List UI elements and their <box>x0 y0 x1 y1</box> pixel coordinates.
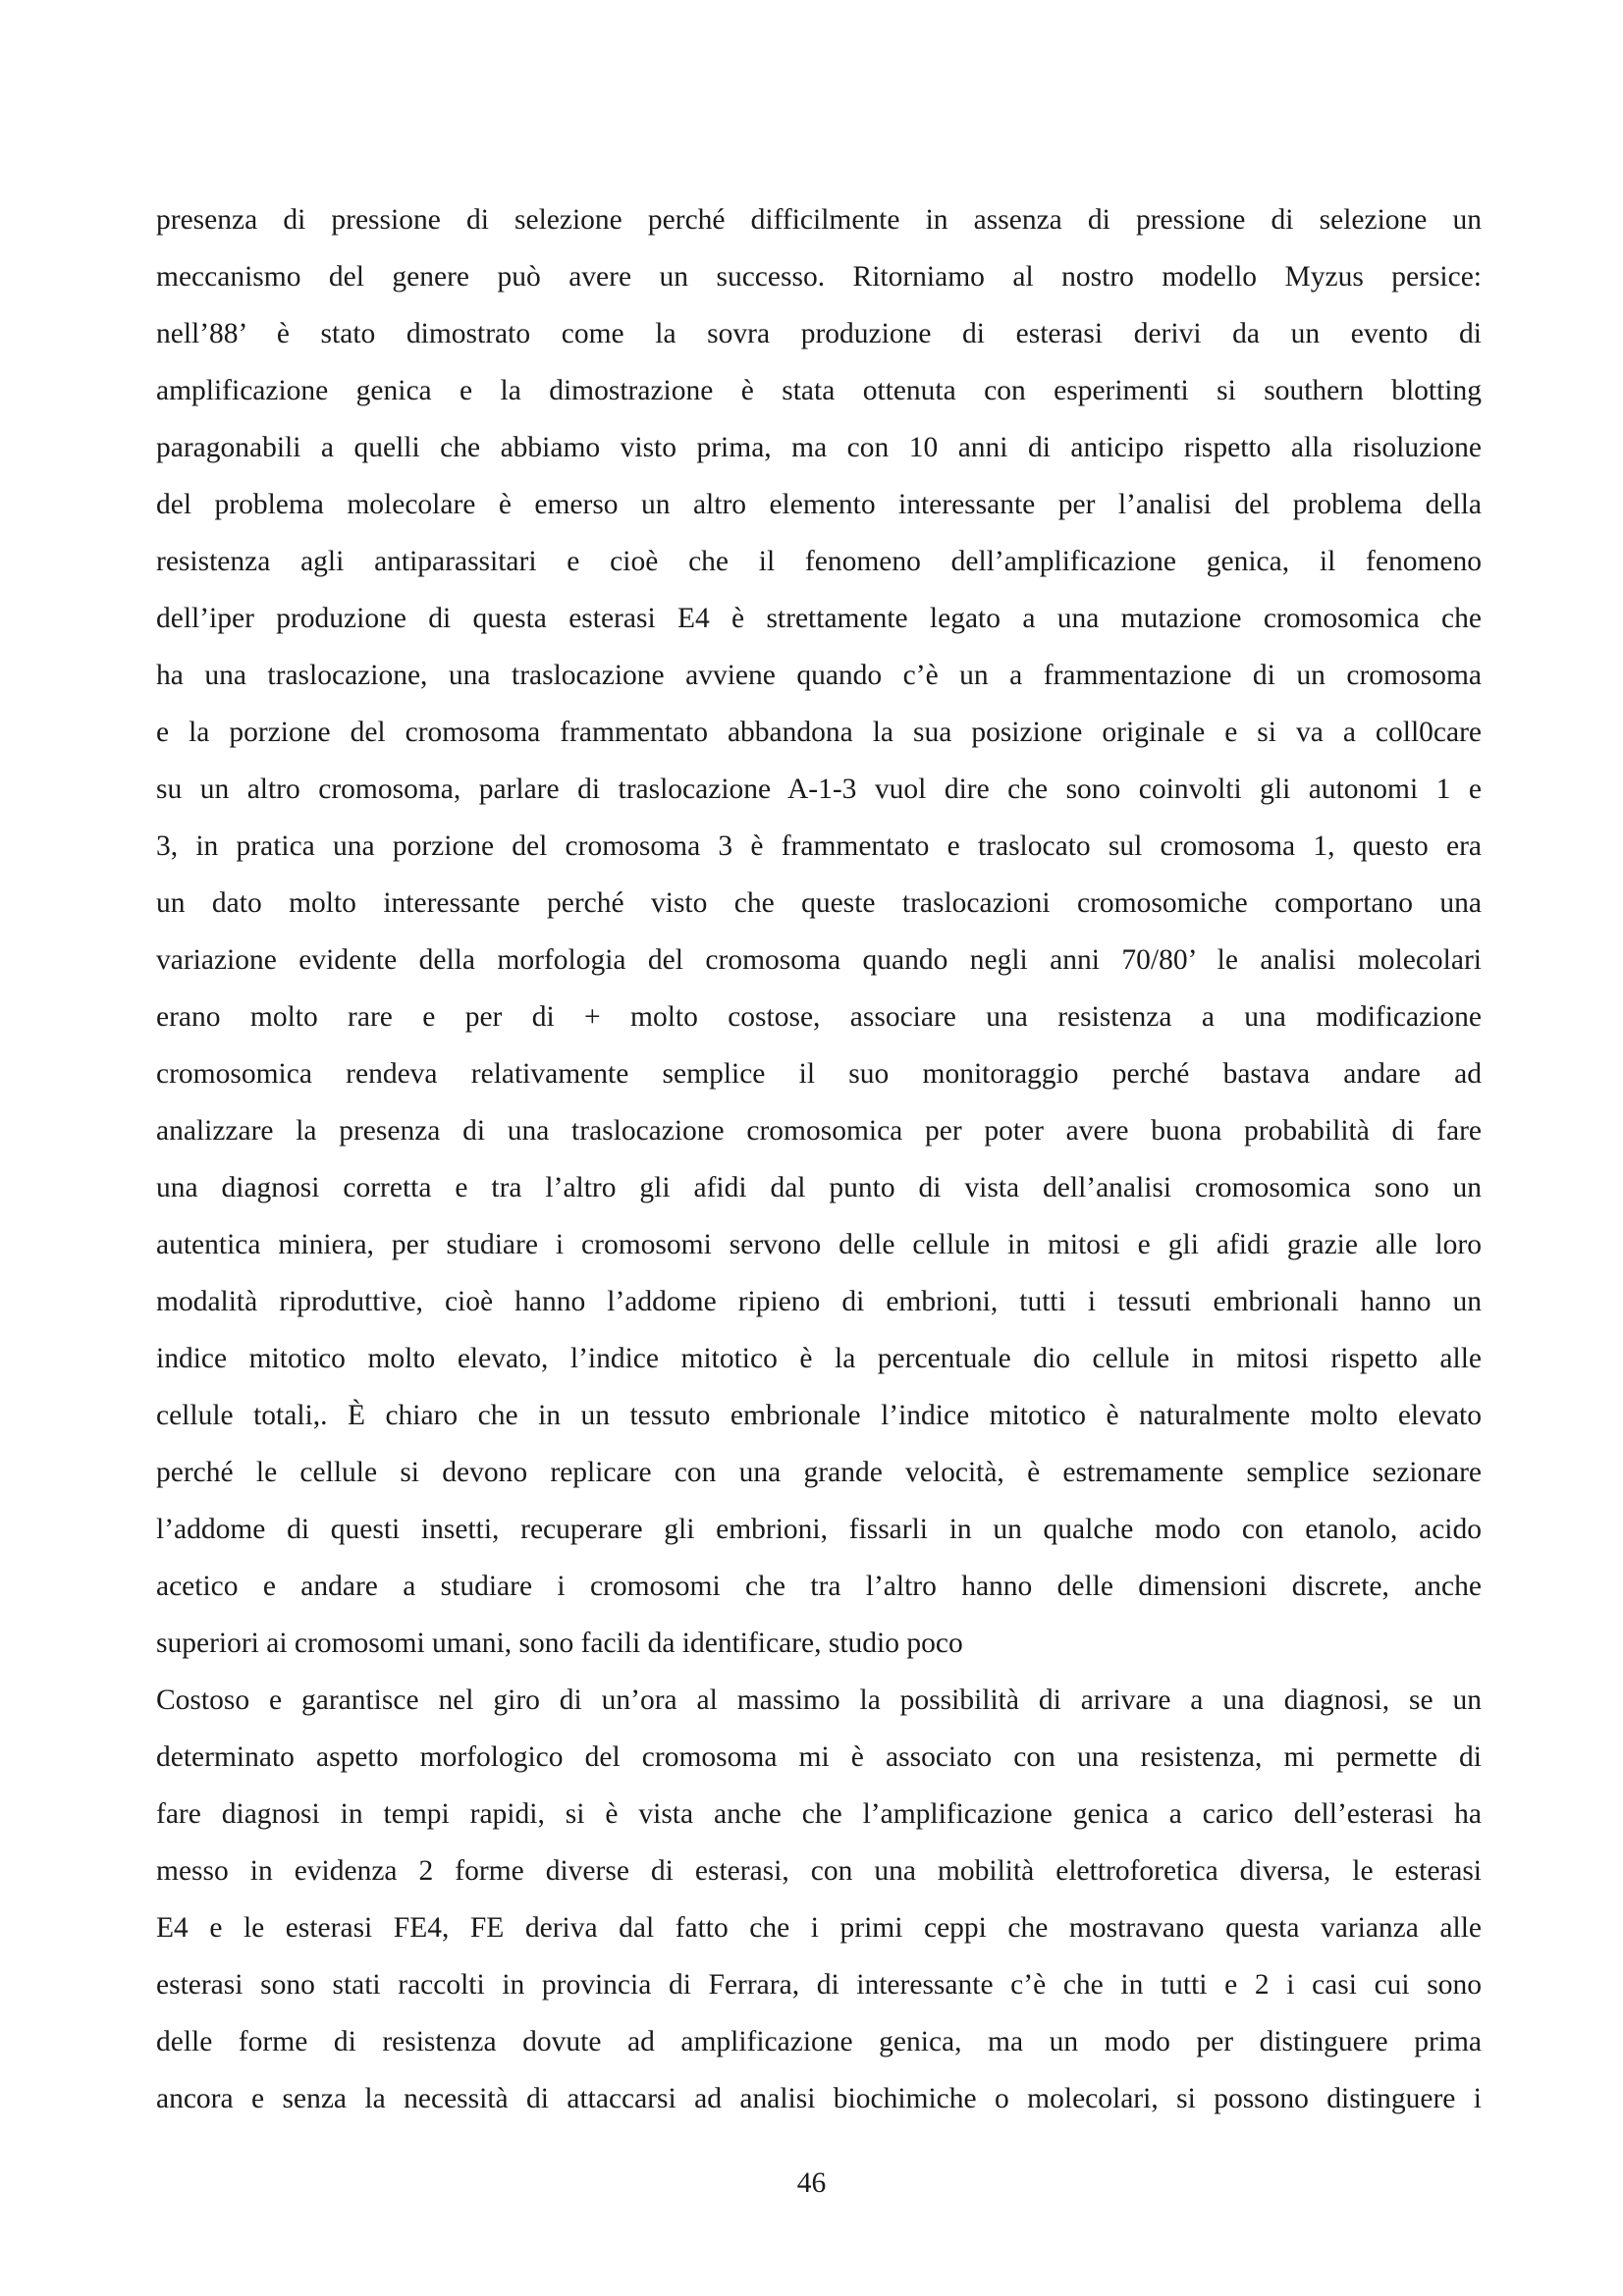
text-line-27: Costoso e garantisce nel giro di un’ora al massimo la possibilità di arrivare a una diagnosi, se un <box>156 1684 1482 1716</box>
text-line-28: determinato aspetto morfologico del cromosoma mi è associato con una resistenza, mi permette di <box>156 1741 1482 1773</box>
text-line-14: variazione evidente della morfologia del cromosoma quando negli anni 70/80’ le analisi molecolari <box>156 944 1482 976</box>
text-line-19: autentica miniera, per studiare i cromosomi servono delle cellule in mitosi e gli afidi grazie alle loro <box>156 1229 1482 1260</box>
text-line-9: ha una traslocazione, una traslocazione avviene quando c’è un a frammentazione di un cromosoma <box>156 660 1482 691</box>
text-line-23: perché le cellule si devono replicare con una grande velocità, è estremamente semplice sezionare <box>156 1457 1482 1488</box>
text-line-24: l’addome di questi insetti, recuperare gli embrioni, fissarli in un qualche modo con etanolo, acido <box>156 1514 1482 1545</box>
text-line-29: fare diagnosi in tempi rapidi, si è vista anche che l’amplificazione genica a carico dell’esterasi ha <box>156 1798 1482 1830</box>
text-line-2: meccanismo del genere può avere un successo. Ritorniamo al nostro modello Myzus persice: <box>156 261 1482 293</box>
text-line-26: superiori ai cromosomi umani, sono facili da identificare, studio poco <box>156 1628 963 1659</box>
text-line-6: del problema molecolare è emerso un altro elemento interessante per l’analisi del problema della <box>156 489 1482 520</box>
text-line-33: delle forme di resistenza dovute ad amplificazione genica, ma un modo per distinguere prima <box>156 2026 1482 2057</box>
text-line-12: 3, in pratica una porzione del cromosoma 3 è frammentato e traslocato sul cromosoma 1, questo era <box>156 830 1482 862</box>
text-line-3: nell’88’ è stato dimostrato come la sovra produzione di esterasi derivi da un evento di <box>156 318 1482 349</box>
text-line-22: cellule totali,. È chiaro che in un tessuto embrionale l’indice mitotico è naturalmente molto elevato <box>156 1400 1482 1431</box>
text-line-8: dell’iper produzione di questa esterasi E4 è strettamente legato a una mutazione cromosomica che <box>156 603 1482 634</box>
text-line-32: esterasi sono stati raccolti in provincia di Ferrara, di interessante c’è che in tutti e 2 i casi cui sono <box>156 1969 1482 2001</box>
body-text <box>156 191 1482 2127</box>
text-line-25: acetico e andare a studiare i cromosomi che tra l’altro hanno delle dimensioni discrete, anche <box>156 1571 1482 1602</box>
text-line-7: resistenza agli antiparassitari e cioè che il fenomeno dell’amplificazione genica, il fenomeno <box>156 546 1482 577</box>
text-line-31: E4 e le esterasi FE4, FE deriva dal fatto che i primi ceppi che mostravano questa varianza alle <box>156 1912 1482 1944</box>
text-line-11: su un altro cromosoma, parlare di traslocazione A-1-3 vuol dire che sono coinvolti gli autonomi 1 e <box>156 774 1482 805</box>
text-line-18: una diagnosi corretta e tra l’altro gli afidi dal punto di vista dell’analisi cromosomica sono un <box>156 1172 1482 1203</box>
text-line-13: un dato molto interessante perché visto che queste traslocazioni cromosomiche comportano una <box>156 887 1482 919</box>
text-line-20: modalità riproduttive, cioè hanno l’addome ripieno di embrioni, tutti i tessuti embrionali hanno un <box>156 1286 1482 1317</box>
text-line-17: analizzare la presenza di una traslocazione cromosomica per poter avere buona probabilità di fare <box>156 1115 1482 1147</box>
text-line-10: e la porzione del cromosoma frammentato abbandona la sua posizione originale e si va a coll0care <box>156 717 1482 748</box>
text-line-4: amplificazione genica e la dimostrazione è stata ottenuta con esperimenti si southern blotting <box>156 375 1482 406</box>
text-line-30: messo in evidenza 2 forme diverse di esterasi, con una mobilità elettroforetica diversa, le esterasi <box>156 1855 1482 1887</box>
text-line-15: erano molto rare e per di + molto costose, associare una resistenza a una modificazione <box>156 1001 1482 1033</box>
text-line-21: indice mitotico molto elevato, l’indice mitotico è la percentuale dio cellule in mitosi rispetto alle <box>156 1343 1482 1374</box>
text-line-1: presenza di pressione di selezione perché difficilmente in assenza di pressione di selezione un <box>156 204 1482 236</box>
text-line-16: cromosomica rendeva relativamente semplice il suo monitoraggio perché bastava andare ad <box>156 1058 1482 1090</box>
page-number: 46 <box>796 2167 827 2199</box>
text-line-5: paragonabili a quelli che abbiamo visto prima, ma con 10 anni di anticipo rispetto alla risoluzione <box>156 432 1482 463</box>
text-line-34: ancora e senza la necessità di attaccarsi ad analisi biochimiche o molecolari, si possono distinguere i <box>156 2083 1482 2114</box>
